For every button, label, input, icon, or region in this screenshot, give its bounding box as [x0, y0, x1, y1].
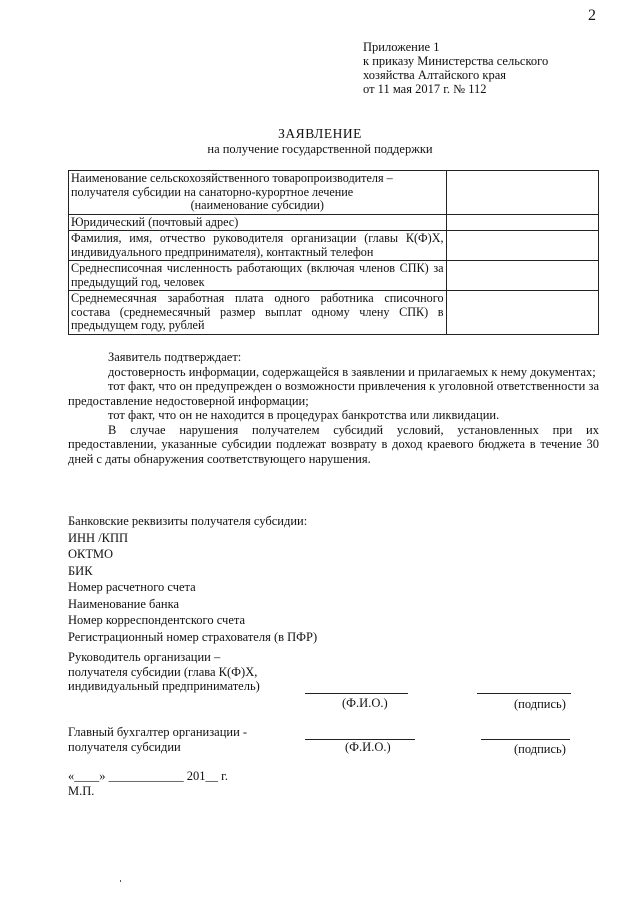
declaration-item-3: тот факт, что он не находится в процедурах банкротства или ликвидации. [108, 408, 500, 422]
table-row [69, 231, 599, 261]
page-number: 2 [588, 7, 596, 24]
row-producer-line-3: (наименование субсидии) [190, 198, 324, 212]
table-row [69, 291, 599, 335]
scan-speck [120, 880, 121, 882]
accountant-line-1: Главный бухгалтер организации - [68, 725, 248, 739]
table-row [69, 261, 599, 291]
row-producer-name-label [69, 171, 447, 215]
head-line-2: получателя субсидии (глава К(Ф)Х, [68, 664, 258, 679]
row-salary-label: Среднемесячная заработная плата одного работника списочного состава (среднемесячный размер выплат одному члену СПК) в предыдущем году, рублей [69, 291, 447, 335]
head-signature-block [68, 650, 260, 694]
table-row [69, 171, 599, 215]
document-subtitle: на получение государственной поддержки [207, 142, 433, 156]
stamp-place: М.П. [68, 784, 95, 798]
row-address-label: Юридический (почтовый адрес) [69, 214, 447, 231]
address-field[interactable] [446, 214, 598, 231]
bank-name: Наименование банка [68, 596, 180, 611]
bank-details [68, 513, 317, 645]
declaration-violation-clause: В случае нарушения получателем субсидий условий, установленных при их предоставлении, указанные субсидии подлежат возврату в доход краевого бюджета в течение 30 дней с даты обнаружения соответствующего нарушения. [68, 422, 599, 466]
appendix-line-1: Приложение 1 [363, 40, 440, 54]
accountant-line-2: получателя субсидии [68, 739, 181, 754]
head-sign-line[interactable] [477, 693, 571, 694]
declaration-item-1: достоверность информации, содержащейся в заявлении и прилагаемых к нему документах; [108, 364, 596, 379]
salary-field[interactable] [446, 291, 598, 335]
head-fio-caption: (Ф.И.О.) [342, 696, 388, 710]
bank-account: Номер расчетного счета [68, 580, 196, 594]
bank-bik: БИК [68, 563, 93, 578]
accountant-sign-caption: (подпись) [514, 742, 566, 756]
bank-heading: Банковские реквизиты получателя субсидии: [68, 514, 308, 528]
headcount-field[interactable] [446, 261, 598, 291]
appendix-line-4: от 11 мая 2017 г. № 112 [363, 82, 487, 96]
appendix-header [363, 40, 548, 96]
head-sign-caption: (подпись) [514, 697, 566, 711]
declaration-item-2: тот факт, что он предупрежден о возможности привлечения к уголовной ответственности за предоставление недостоверной информации; [68, 379, 599, 408]
application-table [68, 170, 599, 335]
bank-pfr-number: Регистрационный номер страхователя (в ПФР) [68, 629, 318, 644]
head-line-3: индивидуальный предприниматель) [68, 679, 260, 693]
accountant-sign-line[interactable] [481, 739, 570, 740]
row-headcount-label: Среднесписочная численность работающих (включая членов СПК) за предыдущий год, человек [69, 261, 447, 291]
accountant-fio-caption: (Ф.И.О.) [345, 740, 391, 754]
bank-corr-account: Номер корреспондентского счета [68, 613, 246, 627]
bank-inn: ИНН /КПП [68, 530, 129, 545]
accountant-signature-block [68, 725, 247, 754]
date-line[interactable]: «____» ____________ 201__ г. [68, 769, 228, 783]
head-line-1: Руководитель организации – [68, 650, 221, 664]
table-row [69, 214, 599, 231]
head-fio-line[interactable] [305, 693, 408, 694]
appendix-line-2: к приказу Министерства сельского [363, 54, 549, 68]
row-producer-line-2: получателя субсидии на санаторно-курортное лечение [71, 184, 354, 199]
producer-name-field[interactable] [446, 171, 598, 215]
row-head-name-label: Фамилия, имя, отчество руководителя организации (главы К(Ф)Х, индивидуального предпринимателя), контактный телефон [69, 231, 447, 261]
document-title: ЗАЯВЛЕНИЕ [278, 126, 362, 141]
declaration-intro: Заявитель подтверждает: [108, 350, 242, 364]
bank-oktmo: ОКТМО [68, 547, 113, 561]
row-producer-line-1: Наименование сельскохозяйственного товаропроизводителя – [71, 171, 393, 185]
declaration-block [68, 350, 599, 466]
head-name-field[interactable] [446, 231, 598, 261]
appendix-line-3: хозяйства Алтайского края [363, 68, 506, 82]
